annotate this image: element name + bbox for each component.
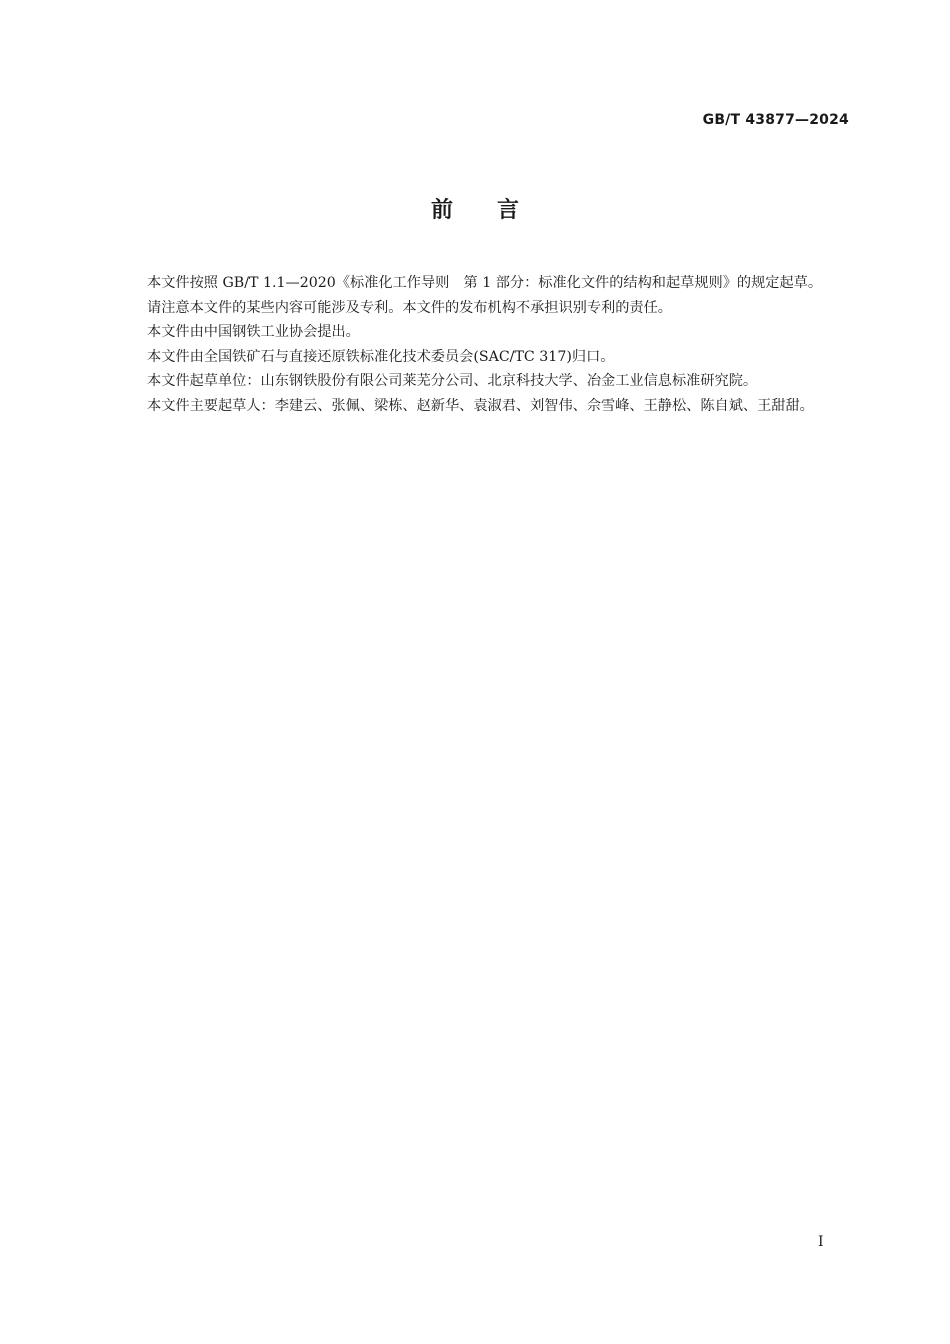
paragraph-proposer: 本文件由中国钢铁工业协会提出。 bbox=[147, 324, 360, 340]
paragraph-technical-committee: 本文件由全国铁矿石与直接还原铁标准化技术委员会(SAC/TC 317)归口。 bbox=[147, 348, 615, 365]
paragraph-main-drafters: 本文件主要起草人：李建云、张佩、梁栋、赵新华、袁淑君、刘智伟、佘雪峰、王静松、陈自斌、王甜甜。 bbox=[147, 397, 814, 414]
foreword-body bbox=[115, 271, 850, 418]
page-number: I bbox=[818, 1234, 824, 1250]
paragraph-drafting-rules: 本文件按照 GB/T 1.1—2020《标准化工作导则 第 1 部分：标准化文件的结构和起草规则》的规定起草。 bbox=[147, 275, 823, 291]
document-number: GB/T 43877—2024 bbox=[702, 112, 849, 128]
paragraph-drafting-units: 本文件起草单位：山东钢铁股份有限公司莱芜分公司、北京科技大学、冶金工业信息标准研究院。 bbox=[147, 373, 758, 389]
paragraph-patent-notice: 请注意本文件的某些内容可能涉及专利。本文件的发布机构不承担识别专利的责任。 bbox=[147, 299, 672, 316]
page-title: 前言 bbox=[430, 198, 563, 223]
